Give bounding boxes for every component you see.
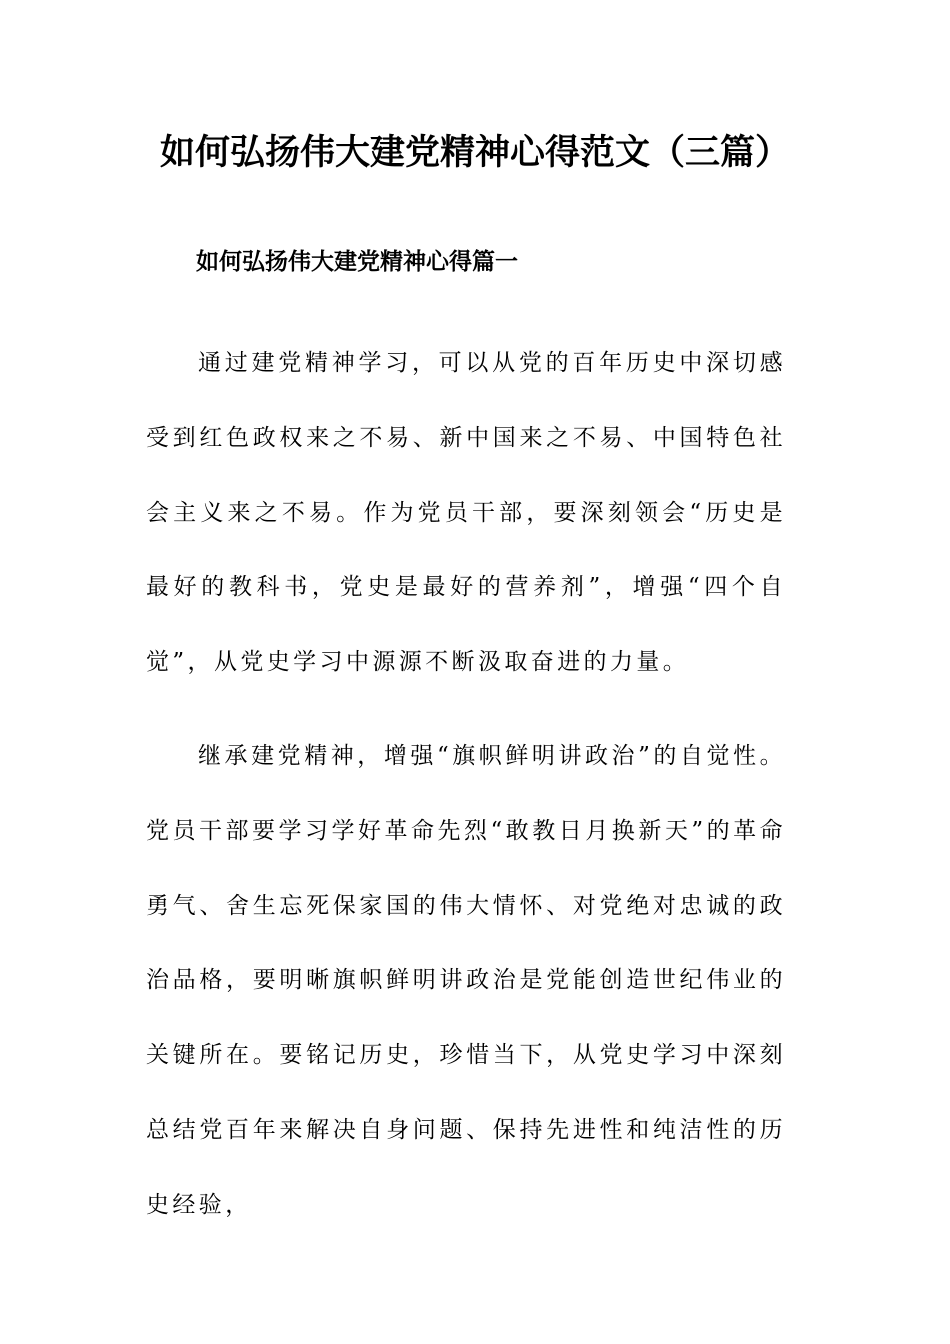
section-heading: 如何弘扬伟大建党精神心得篇一 bbox=[196, 248, 518, 275]
paragraph-1: 通过建党精神学习，可以从党的百年历史中深切感受到红色政权来之不易、新中国来之不易、中国特色社会主义来之不易。作为党员干部，要深刻领会“历史是最好的教科书，党史是最好的营养剂”，增强“四个自觉”，从党史学习中源源不断汲取奋进的力量。 bbox=[146, 350, 786, 676]
paragraph-2: 继承建党精神，增强“旗帜鲜明讲政治”的自觉性。党员干部要学习学好革命先烈“敢教日月换新天”的革命勇气、舍生忘死保家国的伟大情怀、对党绝对忠诚的政治品格，要明晰旗帜鲜明讲政治是党能创造世纪伟业的关键所在。要铭记历史，珍惜当下，从党史学习中深刻总结党百年来解决自身问题、保持先进性和纯洁性的历史经验， bbox=[146, 743, 786, 1218]
document-title: 如何弘扬伟大建党精神心得范文（三篇） bbox=[159, 132, 790, 173]
